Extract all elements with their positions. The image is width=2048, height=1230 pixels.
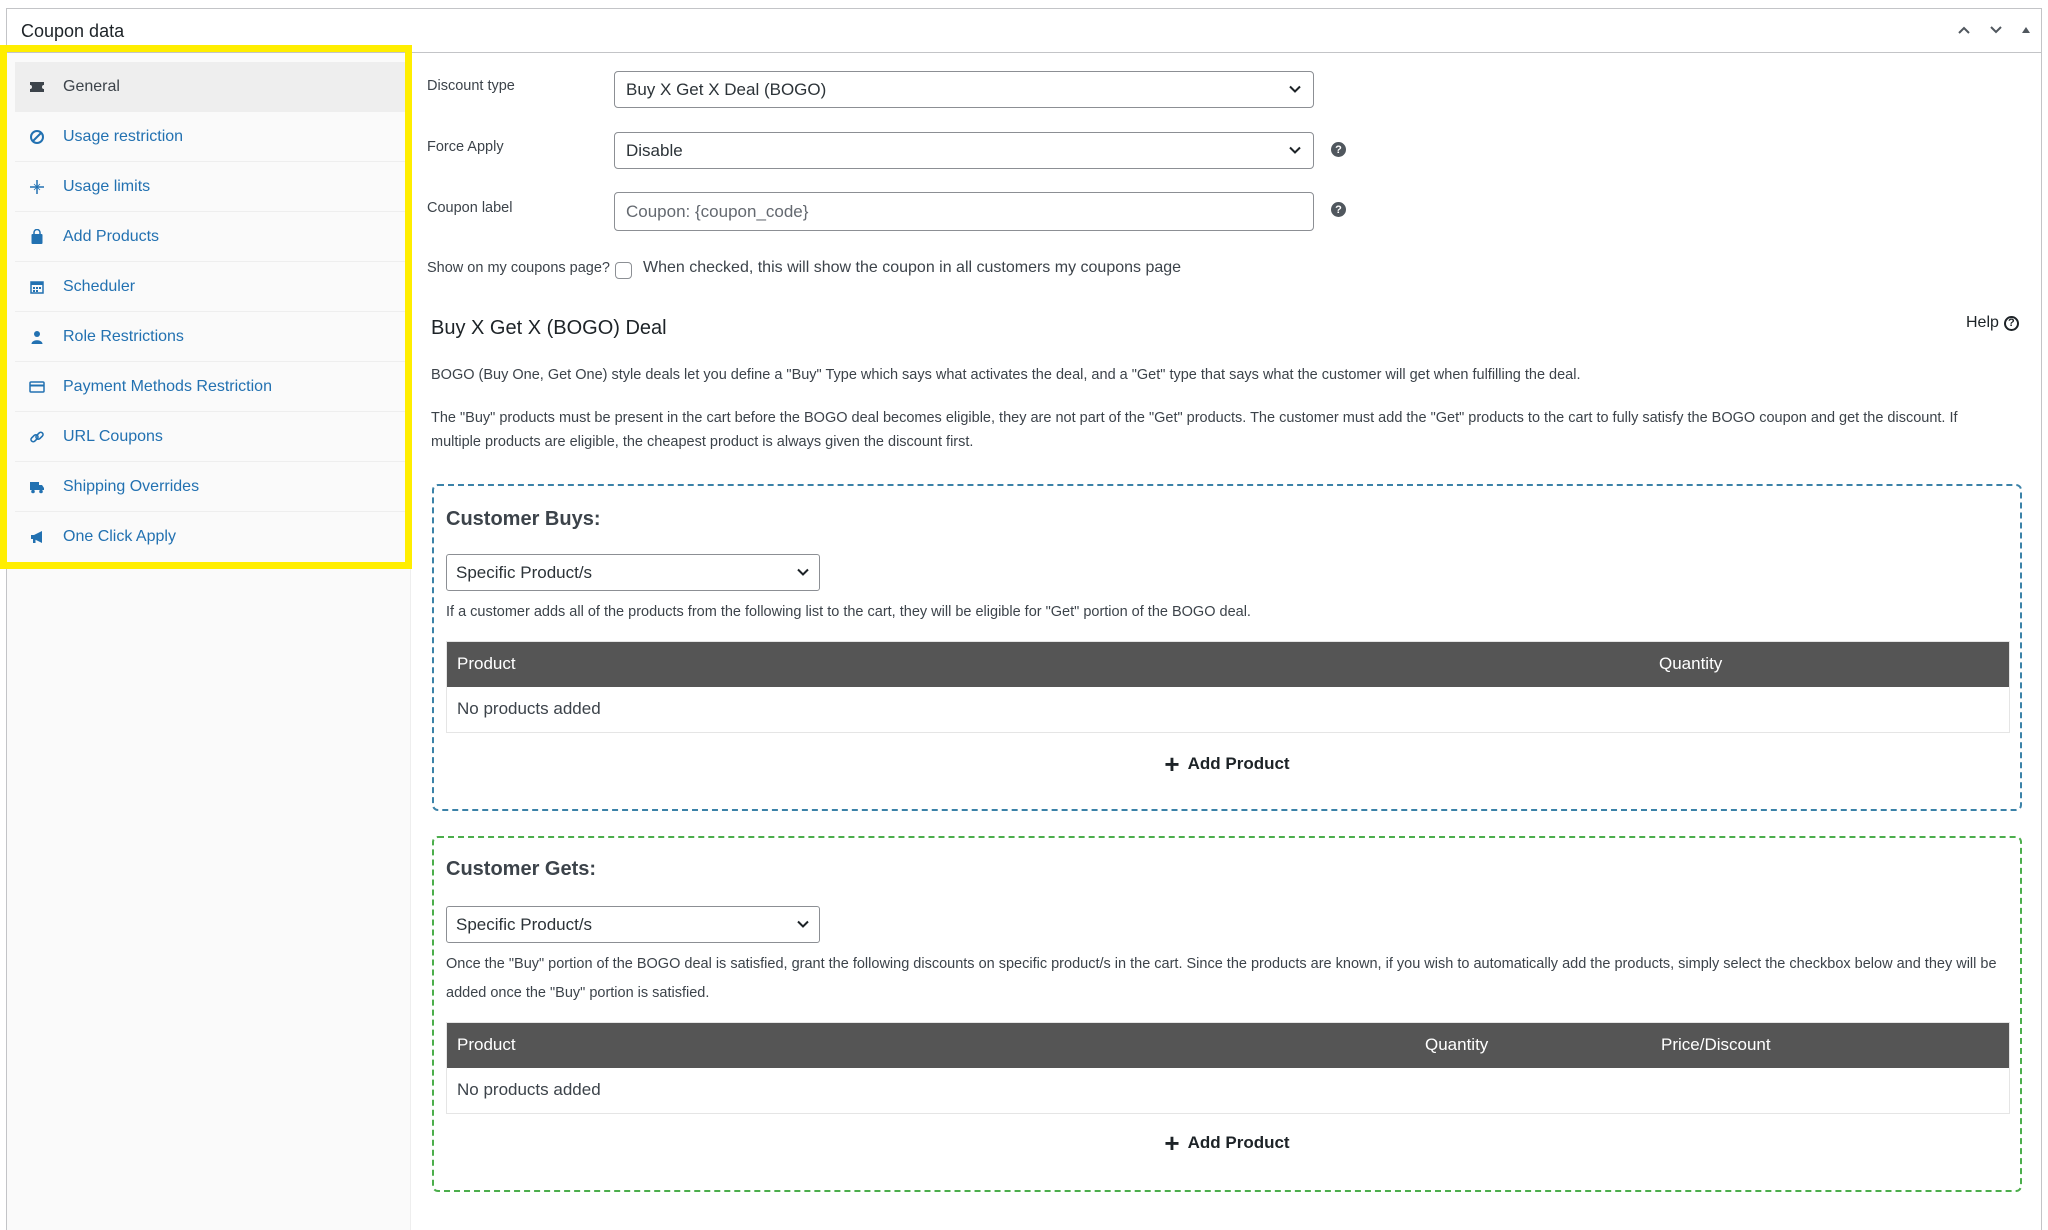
sidebar-item-label: URL Coupons: [63, 427, 163, 445]
user-icon: [27, 327, 47, 347]
bogo-note: The "Buy" products must be present in the cart before the BOGO deal becomes eligible, they are not part of the "Get" products. The customer must add the "Get" products to the cart to fully satisfy the BOGO coupon and get the discount. If multiple products are eligible, the cheapest product is always given the discount first.: [431, 410, 1958, 450]
calendar-icon: [27, 277, 47, 297]
customer-gets-description: Once the "Buy" portion of the BOGO deal is satisfied, grant the following discounts on specific product/s in the cart. Since the products are known, if you wish to automatically add the products, simply select the checkbox below and they will be added once the "Buy" portion is satisfied.: [446, 956, 1997, 1001]
coupon-label-input[interactable]: [614, 192, 1314, 231]
empty-products-message: No products added: [457, 699, 601, 718]
sidebar-item-usage-restriction[interactable]: [15, 112, 411, 162]
sidebar-item-label: One Click Apply: [63, 528, 176, 545]
sidebar-item-label: Usage limits: [63, 177, 151, 195]
column-header-price-discount: Price/Discount: [1661, 1035, 1771, 1054]
chevron-down-icon[interactable]: [1983, 17, 2009, 43]
customer-gets-box: [432, 836, 2022, 1192]
bogo-intro: BOGO (Buy One, Get One) style deals let you define a "Buy" Type which says what activates the deal, and a "Get" type that says what the customer will get when fulfilling the deal.: [431, 367, 1581, 383]
customer-buys-description: If a customer adds all of the products from the following list to the cart, they will be eligible for "Get" portion of the BOGO deal.: [446, 604, 1251, 620]
sidebar-item-label: Role Restrictions: [63, 327, 184, 345]
customer-buys-title: Customer Buys:: [446, 508, 601, 530]
add-product-label: Add Product: [1187, 1133, 1290, 1152]
customer-buys-type-value: Specific Product/s: [456, 562, 593, 582]
force-apply-label: Force Apply: [427, 139, 504, 155]
sidebar-item-label: Scheduler: [63, 277, 136, 295]
panel-title: Coupon data: [21, 21, 125, 41]
sidebar-item-add-products[interactable]: [15, 212, 411, 262]
bag-icon: [27, 227, 47, 247]
customer-gets-title: Customer Gets:: [446, 858, 597, 880]
table-header: [447, 1023, 2009, 1068]
sidebar-item-scheduler[interactable]: [15, 262, 411, 312]
coupon-label-label: Coupon label: [427, 200, 513, 216]
sidebar-item-label: General: [63, 77, 120, 95]
chevron-down-icon: [1287, 142, 1303, 158]
plus-icon: +: [1164, 749, 1180, 779]
question-circle-icon: ?: [2004, 316, 2019, 331]
customer-buys-table: [446, 641, 2010, 733]
empty-products-message: No products added: [457, 1080, 601, 1099]
credit-card-icon: [27, 377, 47, 397]
help-link[interactable]: [1966, 314, 2019, 332]
panel-header: [7, 9, 2041, 53]
customer-gets-type-select[interactable]: [446, 906, 820, 943]
add-product-label: Add Product: [1187, 754, 1290, 773]
sidebar-item-label: Add Products: [63, 227, 160, 245]
customer-buys-type-select[interactable]: [446, 554, 820, 591]
show-on-page-label: Show on my coupons page?: [427, 260, 610, 276]
sidebar-item-general[interactable]: [15, 62, 411, 112]
ticket-icon: [27, 77, 47, 97]
link-icon: [27, 427, 47, 447]
plus-icon: +: [1164, 1128, 1180, 1158]
column-header-quantity: Quantity: [1425, 1035, 1489, 1054]
column-header-product: Product: [457, 654, 516, 673]
coupon-label-help-icon[interactable]: ?: [1331, 202, 1346, 217]
coupon-tabs-nav: [15, 62, 411, 562]
customer-gets-table: [446, 1022, 2010, 1114]
customer-gets-add-product-button[interactable]: [434, 1128, 2020, 1158]
triangle-up-icon[interactable]: [2013, 17, 2039, 43]
sidebar-item-label: Usage restriction: [63, 127, 184, 145]
plus-sparkle-icon: [27, 177, 47, 197]
bogo-section-title: Buy X Get X (BOGO) Deal: [431, 317, 667, 339]
column-header-product: Product: [457, 1035, 516, 1054]
table-header: [447, 642, 2009, 687]
sidebar-item-label: Payment Methods Restriction: [63, 377, 272, 395]
customer-buys-box: [432, 484, 2022, 811]
chevron-up-icon[interactable]: [1951, 17, 1977, 43]
force-apply-value: Disable: [626, 140, 683, 160]
chevron-down-icon: [795, 916, 811, 932]
customer-buys-add-product-button[interactable]: [434, 749, 2020, 779]
show-on-page-checkbox[interactable]: [615, 262, 632, 279]
truck-icon: [27, 477, 47, 497]
help-label: Help: [1966, 314, 1999, 331]
table-row: [447, 1068, 2009, 1113]
sidebar-item-url-coupons[interactable]: [15, 412, 411, 462]
column-header-quantity: Quantity: [1659, 654, 1723, 673]
customer-gets-type-value: Specific Product/s: [456, 914, 593, 934]
force-apply-help-icon[interactable]: ?: [1331, 142, 1346, 157]
show-on-page-description: When checked, this will show the coupon in all customers my coupons page: [643, 259, 1182, 276]
sidebar-item-one-click-apply[interactable]: [15, 512, 411, 562]
sidebar-item-usage-limits[interactable]: [15, 162, 411, 212]
sidebar-item-label: Shipping Overrides: [63, 477, 200, 495]
chevron-down-icon: [1287, 81, 1303, 97]
force-apply-select[interactable]: [614, 132, 1314, 169]
megaphone-icon: [27, 527, 47, 547]
discount-type-select[interactable]: [614, 71, 1314, 108]
sidebar-item-shipping-overrides[interactable]: [15, 462, 411, 512]
chevron-down-icon: [795, 564, 811, 580]
sidebar-item-role-restrictions[interactable]: [15, 312, 411, 362]
sidebar-item-payment-methods-restriction[interactable]: [15, 362, 411, 412]
table-row: [447, 687, 2009, 732]
block-icon: [27, 127, 47, 147]
discount-type-label: Discount type: [427, 78, 515, 94]
discount-type-value: Buy X Get X Deal (BOGO): [626, 79, 827, 99]
